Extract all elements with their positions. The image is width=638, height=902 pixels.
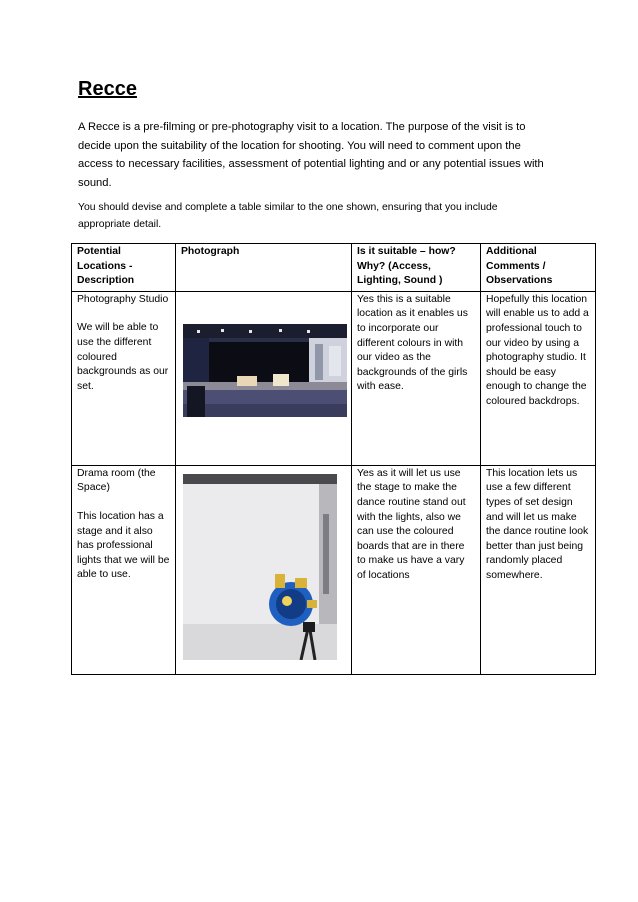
location-name: Drama room (the Space) <box>77 467 156 494</box>
suitability-cell: Yes this is a suitable location as it enables us to incorporate our different colours in with our video as the backgrounds of the girls with ease. <box>352 291 481 465</box>
instruction-paragraph: You should devise and complete a table similar to the one shown, ensuring that you include appropriate detail. <box>78 202 498 230</box>
location-description: We will be able to use the different coloured backgrounds as our set. <box>77 322 169 392</box>
location-cell <box>72 291 176 465</box>
header-locations: Potential Locations - Description <box>72 244 176 292</box>
comments-cell: Hopefully this location will enable us to add a professional touch to our video by using a photography studio. It should be easy enough to change the coloured backdrops. <box>481 291 596 465</box>
intro-paragraph: A Recce is a pre-filming or pre-photography visit to a location. The purpose of the visit is to decide upon the suitability of the location for shooting. You will need to comment upon the access to necessary facilities, assessment of potential lighting and or any potential issues with sound. <box>78 121 544 189</box>
header-comments: Additional Comments / Observations <box>481 244 596 292</box>
table-header-row <box>72 244 596 292</box>
location-name: Photography Studio <box>77 293 169 305</box>
recce-table <box>71 243 596 675</box>
header-suitability: Is it suitable – how? Why? (Access, Lighting, Sound ) <box>352 244 481 292</box>
location-description: This location has a stage and it also has professional lights that we will be able to use. <box>77 510 170 581</box>
table-row <box>72 465 596 674</box>
photo-cell <box>176 291 352 465</box>
photo-cell <box>176 465 352 674</box>
page-title: Recce <box>78 78 137 100</box>
backdrop-and-light-photo-icon <box>183 474 337 660</box>
header-photograph: Photograph <box>176 244 352 292</box>
location-cell <box>72 465 176 674</box>
comments-cell: This location lets us use a few different types of set design and will let us make the dance routine look better than just being randomly placed somewhere. <box>481 465 596 674</box>
suitability-cell: Yes as it will let us use the stage to make the dance routine stand out with the lights, also we can use the coloured boards that are in there to make us have a vary of locations <box>352 465 481 674</box>
table-row <box>72 291 596 465</box>
stage-studio-photo-icon <box>183 324 347 417</box>
